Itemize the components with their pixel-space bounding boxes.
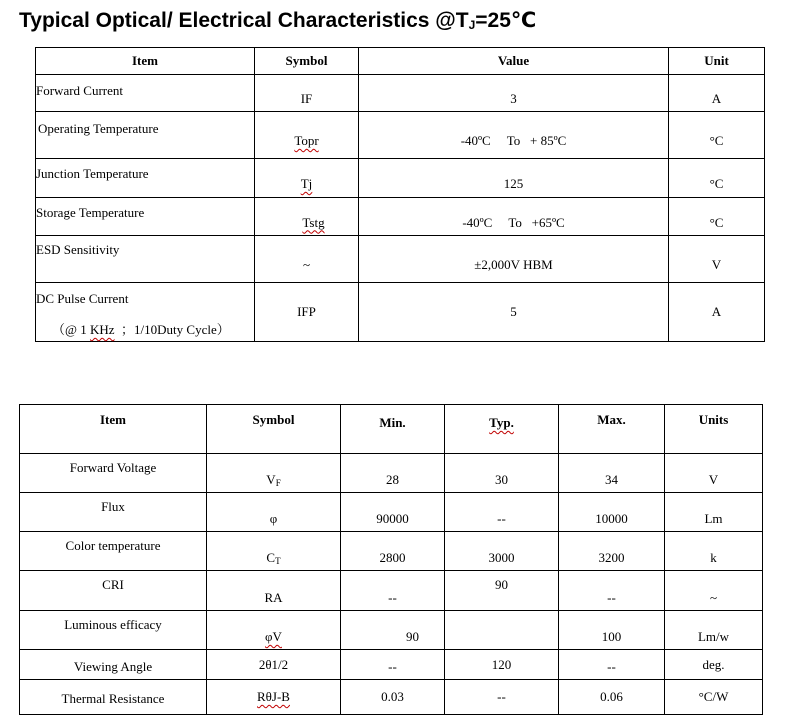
condition-part: （@ 1 <box>52 322 90 337</box>
table-row <box>20 571 763 611</box>
item-cell: Junction Temperature <box>36 159 255 198</box>
symbol-text: Tstg <box>302 214 325 230</box>
header-min: Min. <box>341 405 445 454</box>
condition-part: ；1/10Duty Cycle） <box>114 322 230 337</box>
symbol-text: Tj <box>300 176 313 191</box>
header-symbol: Symbol <box>207 405 341 454</box>
header-units: Units <box>665 405 763 454</box>
symbol-cell <box>207 532 341 571</box>
table-row <box>36 159 765 198</box>
table-row <box>20 680 763 715</box>
unit-cell: Lm <box>665 493 763 532</box>
value-cell: ±2,000V HBM <box>359 236 669 283</box>
typ-cell: 30 <box>445 454 559 493</box>
page-title <box>19 8 536 33</box>
table-row <box>36 283 765 342</box>
item-cell: Storage Temperature <box>36 198 255 236</box>
min-cell: 90 <box>341 611 445 650</box>
symbol-main: RθJ-B <box>257 689 290 704</box>
typ-cell: 120 <box>445 650 559 680</box>
typ-cell: -- <box>445 493 559 532</box>
table-row <box>36 112 765 159</box>
item-cell: CRI <box>20 571 207 611</box>
unit-cell: k <box>665 532 763 571</box>
typ-cell <box>445 611 559 650</box>
unit-cell: °C <box>669 198 765 236</box>
header-typ <box>445 405 559 454</box>
title-main: Typical Optical/ Electrical Characteristics @T <box>19 9 469 32</box>
max-cell: 3200 <box>559 532 665 571</box>
symbol-text: Topr <box>294 133 319 148</box>
min-cell: 2800 <box>341 532 445 571</box>
unit-cell: Lm/w <box>665 611 763 650</box>
unit-cell: V <box>665 454 763 493</box>
header-max: Max. <box>559 405 665 454</box>
value-cell: -40ºC To +65ºC <box>359 198 669 236</box>
symbol-cell <box>255 198 359 236</box>
value-cell: 3 <box>359 75 669 112</box>
table-row <box>36 198 765 236</box>
symbol-cell <box>207 680 341 715</box>
item-cell <box>36 283 255 342</box>
table-row <box>20 532 763 571</box>
min-cell: -- <box>341 650 445 680</box>
item-cell: Viewing Angle <box>20 650 207 680</box>
unit-cell: °C/W <box>665 680 763 715</box>
unit-cell: °C <box>669 112 765 159</box>
min-cell: 90000 <box>341 493 445 532</box>
table-row <box>36 75 765 112</box>
symbol-cell <box>255 112 359 159</box>
symbol-cell <box>207 454 341 493</box>
min-cell: -- <box>341 571 445 611</box>
symbol-main: V <box>266 472 276 487</box>
table-row <box>20 650 763 680</box>
typ-cell: 90 <box>445 571 559 611</box>
unit-cell: V <box>669 236 765 283</box>
item-cell: ESD Sensitivity <box>36 236 255 283</box>
max-cell: -- <box>559 571 665 611</box>
unit-cell: °C <box>669 159 765 198</box>
value-cell: 125 <box>359 159 669 198</box>
item-cell: Forward Current <box>36 75 255 112</box>
item-cell: Operating Temperature <box>36 112 255 159</box>
max-cell: 34 <box>559 454 665 493</box>
title-tail: =25℃ <box>475 9 537 32</box>
table-row <box>20 454 763 493</box>
symbol-cell: RA <box>207 571 341 611</box>
symbol-cell: φ <box>207 493 341 532</box>
header-item: Item <box>20 405 207 454</box>
typ-cell: -- <box>445 680 559 715</box>
symbol-cell: 2θ1/2 <box>207 650 341 680</box>
item-label: DC Pulse Current <box>36 291 129 306</box>
unit-cell: deg. <box>665 650 763 680</box>
max-cell: 10000 <box>559 493 665 532</box>
symbol-cell <box>255 159 359 198</box>
table-header-row <box>36 48 765 75</box>
symbol-sub: F <box>275 478 281 488</box>
max-cell: -- <box>559 650 665 680</box>
unit-cell: A <box>669 75 765 112</box>
title-subscript: J <box>468 18 476 32</box>
header-item: Item <box>36 48 255 75</box>
item-cell: Flux <box>20 493 207 532</box>
unit-cell: A <box>669 283 765 342</box>
table-row <box>20 493 763 532</box>
table-header-row <box>20 405 763 454</box>
symbol-cell: IFP <box>255 283 359 342</box>
min-cell: 0.03 <box>341 680 445 715</box>
item-cell: Color temperature <box>20 532 207 571</box>
symbol-main: C <box>266 550 276 565</box>
max-cell: 100 <box>559 611 665 650</box>
ratings-table <box>35 47 765 342</box>
unit-cell: ~ <box>665 571 763 611</box>
symbol-cell: IF <box>255 75 359 112</box>
header-unit: Unit <box>669 48 765 75</box>
item-condition <box>36 319 254 338</box>
min-cell: 28 <box>341 454 445 493</box>
item-cell: Forward Voltage <box>20 454 207 493</box>
symbol-cell: ~ <box>255 236 359 283</box>
item-cell: Luminous efficacy <box>20 611 207 650</box>
typ-cell: 3000 <box>445 532 559 571</box>
value-cell: 5 <box>359 283 669 342</box>
header-symbol: Symbol <box>255 48 359 75</box>
max-cell: 0.06 <box>559 680 665 715</box>
item-cell: Thermal Resistance <box>20 680 207 715</box>
table-row <box>20 611 763 650</box>
header-typ-text: Typ. <box>489 415 514 430</box>
characteristics-table <box>19 404 763 715</box>
table-row <box>36 236 765 283</box>
symbol-sub: T <box>275 556 281 566</box>
symbol-main: φV <box>265 629 282 644</box>
header-value: Value <box>359 48 669 75</box>
symbol-cell <box>207 611 341 650</box>
value-cell: -40ºC To + 85ºC <box>359 112 669 159</box>
condition-part: KHz <box>89 322 115 337</box>
